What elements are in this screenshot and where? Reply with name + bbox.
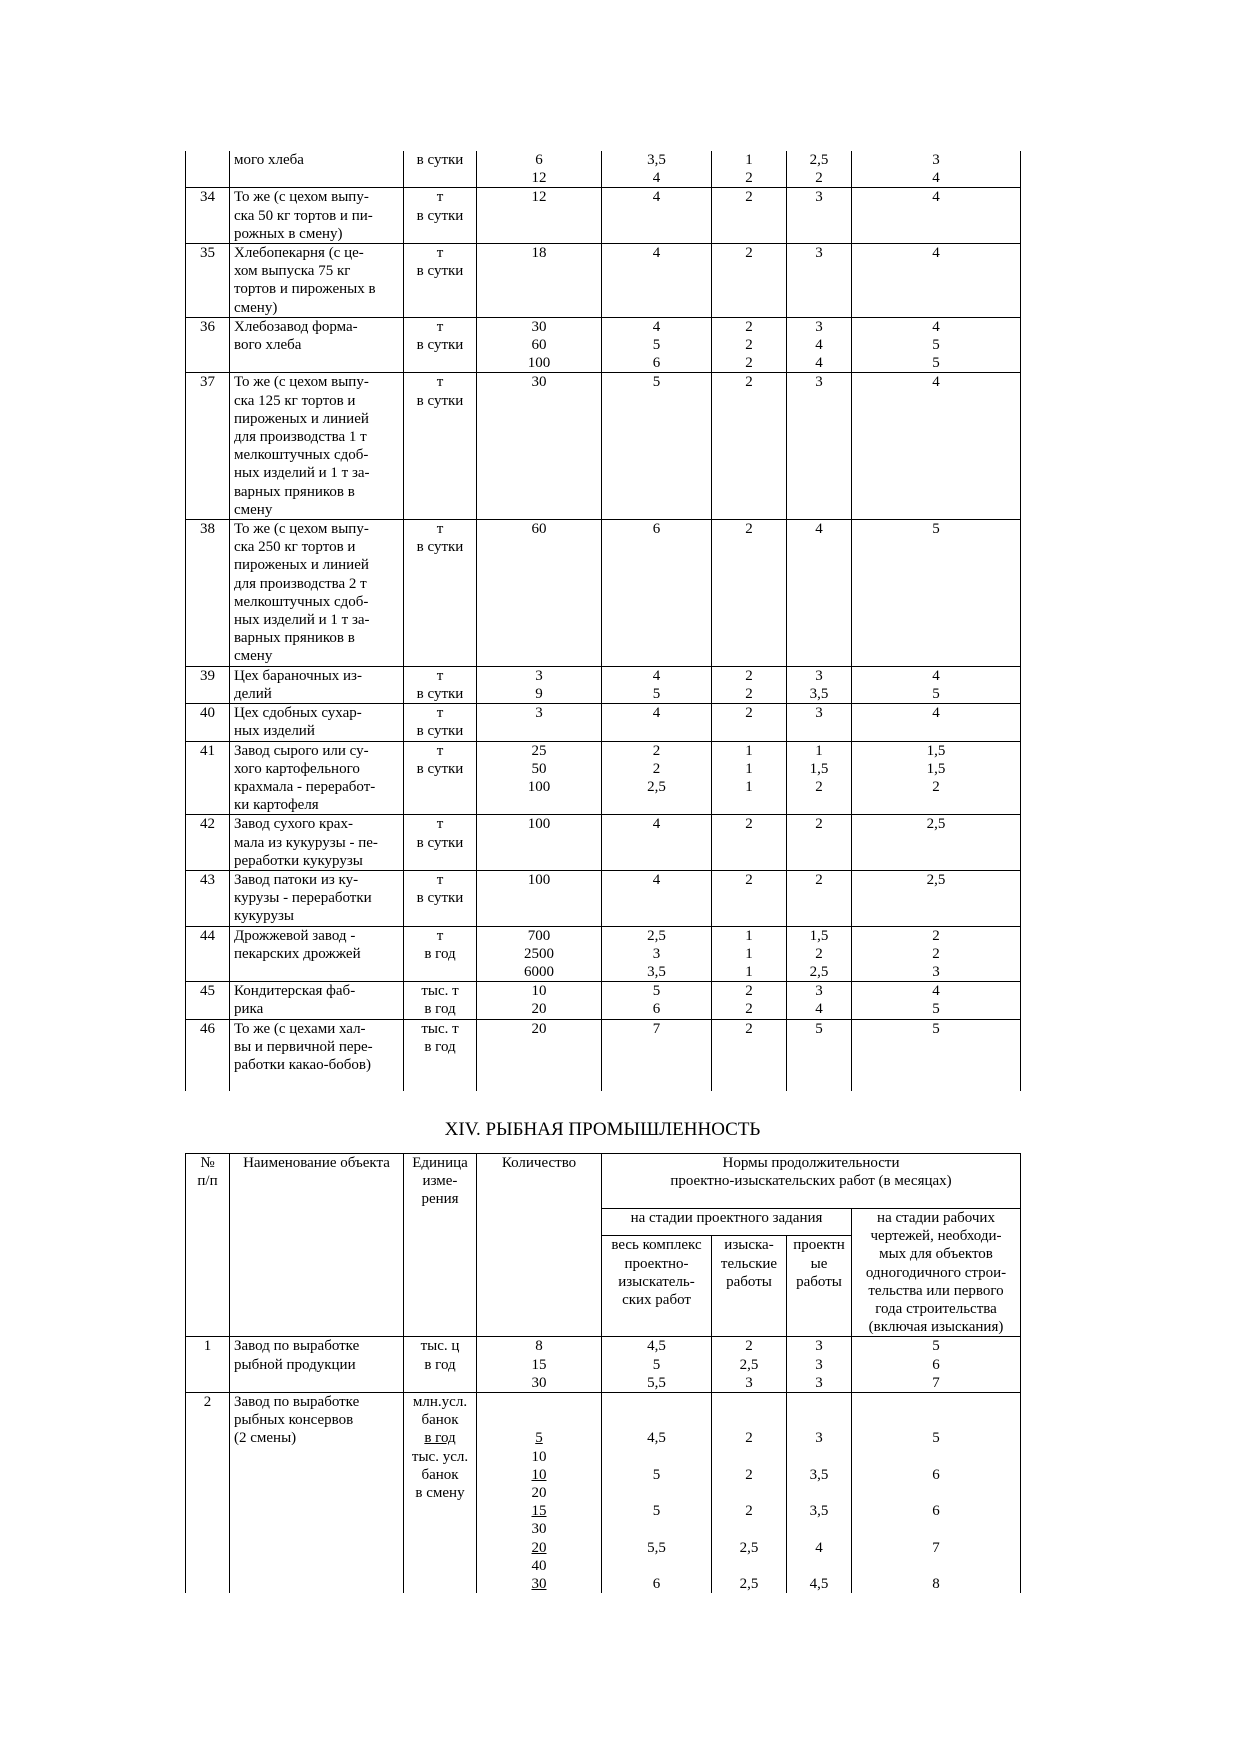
value: 5 [932,1430,940,1447]
row-num: 41 [186,741,230,815]
row-name: Цех бараночных из- делий [230,666,404,703]
row-full: 4 5 [602,666,712,703]
table-row [186,982,1021,1019]
row-num: 45 [186,982,230,1019]
row-name: То же (с цехом выпу- ска 250 кг тортов и пироженых и линией для производства 2 т мелкоштучных сдоб- ных изделий и 1 т за- варных пряников в смену [230,520,404,667]
row-design: 4 [787,520,852,667]
row-design: 3 4 4 [787,317,852,373]
row-name: То же (с цехом выпу- ска 125 кг тортов и пироженых и линией для производства 1 т мелкоштучных сдоб- ных изделий и 1 т за- варных пряников в смену [230,373,404,520]
row-full: 4 [602,815,712,871]
row-design: 1,5 2 2,5 [787,926,852,982]
table-row [186,373,1021,520]
unit-top: млн.усл. банок [412,1394,468,1429]
row-name: Кондитерская фаб- рика [230,982,404,1019]
row-name: Завод сухого крах- мала из кукурузы - пе- реработки кукурузы [230,815,404,871]
row-working: 5 [852,1019,1021,1091]
row-name: То же (с цехом выпу- ска 50 кг тортов и пи- рожных в смену) [230,188,404,244]
row-qty: 12 [477,188,602,244]
row-qty [477,1393,602,1594]
row-qty: 25 50 100 [477,741,602,815]
header-working-stage [852,1209,1021,1337]
row-working [852,1393,1021,1594]
row-unit: тыс. т в год [404,982,477,1019]
value: 3,5 [809,1503,829,1520]
row-survey [712,1393,787,1594]
row-design: 2 [787,870,852,926]
row-name: Дрожжевой завод - пекарских дрожжей [230,926,404,982]
unit-bottom: тыс. усл. банок в смену [411,1448,469,1502]
table-bakery-continued [185,151,1021,1091]
row-design: 2 [787,815,852,871]
row-survey: 2 [712,870,787,926]
row-survey: 2 [712,815,787,871]
row-qty: 10 20 [477,982,602,1019]
row-full: 3,5 4 [602,151,712,188]
value: 6 [932,1466,940,1483]
working-stage-detail: чертежей, необходи- мых для объектов одногодичного строи- тельства или первого года строительства (включая изыскания) [865,1228,1007,1336]
row-name: Хлебозавод форма- вого хлеба [230,317,404,373]
row-survey: 2 [712,1019,787,1091]
row-num: 43 [186,870,230,926]
row-name: Завод по выработке рыбных консервов (2 смены) [230,1393,404,1594]
row-name: Цех сдобных сухар- ных изделий [230,704,404,741]
row-full: 4 [602,704,712,741]
row-working: 4 [852,188,1021,244]
row-num: 1 [186,1337,230,1393]
row-working: 4 5 5 [852,317,1021,373]
qty-underlined: 20 [531,1539,547,1556]
row-working: 4 [852,244,1021,318]
row-survey: 2 2 2 [712,317,787,373]
row-survey: 1 1 1 [712,926,787,982]
row-qty: 700 2500 6000 [477,926,602,982]
row-num: 46 [186,1019,230,1091]
section-title: XIV. РЫБНАЯ ПРОМЫШЛЕННОСТЬ [444,1119,761,1140]
value: 2,5 [739,1539,759,1556]
row-survey: 2 [712,373,787,520]
qty-shift: 40 [531,1557,547,1574]
row-name: Завод сырого или су- хого картофельного крахмала - переработ- ки картофеля [230,741,404,815]
row-unit: т в сутки [404,870,477,926]
value: 6 [932,1503,940,1520]
row-num: 37 [186,373,230,520]
row-qty: 30 60 100 [477,317,602,373]
row-survey: 2 [712,704,787,741]
row-unit: т в сутки [404,666,477,703]
header-survey: изыска- тельские работы [712,1236,787,1337]
row-full: 2,5 3 3,5 [602,926,712,982]
row-qty: 20 [477,1019,602,1091]
row-unit: тыс. т в год [404,1019,477,1091]
qty-underlined: 30 [531,1576,547,1593]
value: 6 [652,1575,661,1592]
table-row [186,317,1021,373]
row-design: 3 4 [787,982,852,1019]
row-unit: т в сутки [404,815,477,871]
row-num: 42 [186,815,230,871]
value: 3 [815,1430,823,1447]
value: 3,5 [809,1466,829,1483]
row-unit: тыс. ц в год [404,1337,477,1393]
row-working: 2,5 [852,870,1021,926]
table-row [186,244,1021,318]
header-row [186,1154,1021,1209]
row-survey: 2 [712,244,787,318]
row-unit: т в сутки [404,373,477,520]
row-num: 44 [186,926,230,982]
row-design: 3 [787,244,852,318]
header-norms: Нормы продолжительности проектно-изыскательских работ (в месяцах) [602,1154,1021,1209]
row-unit: т в год [404,926,477,982]
row-working: 4 [852,704,1021,741]
value: 5 [652,1466,661,1483]
row-design: 2,5 2 [787,151,852,188]
table-row [186,188,1021,244]
row-full: 4,5 5 5,5 [602,1337,712,1393]
row-working: 5 6 7 [852,1337,1021,1393]
row-full: 4 [602,870,712,926]
value: 2 [745,1503,753,1520]
row-working: 2,5 [852,815,1021,871]
row-qty: 3 [477,704,602,741]
table-row [186,926,1021,982]
row-full: 4 5 6 [602,317,712,373]
row-survey: 2 [712,188,787,244]
header-name: Наименование объекта [230,1154,404,1337]
header-qty: Количество [477,1154,602,1337]
row-survey: 2 2,5 3 [712,1337,787,1393]
row-num: 38 [186,520,230,667]
row-full: 5 6 [602,982,712,1019]
row-qty: 60 [477,520,602,667]
table-fish-industry [185,1153,1021,1593]
header-unit: Единица изме- рения [404,1154,477,1337]
header-design: проектн ые работы [787,1236,852,1337]
qty-underlined: 10 [531,1466,547,1483]
row-full: 4 [602,244,712,318]
row-survey: 2 [712,520,787,667]
row-design: 3 [787,704,852,741]
row-design: 3 3 3 [787,1337,852,1393]
table-row [186,520,1021,667]
row-working: 3 4 [852,151,1021,188]
table-row [186,741,1021,815]
row-unit: т в сутки [404,704,477,741]
row-num: 34 [186,188,230,244]
table-row [186,870,1021,926]
row-num: 39 [186,666,230,703]
row-full [602,1393,712,1594]
row-qty: 8 15 30 [477,1337,602,1393]
value: 2,5 [739,1575,759,1592]
row-design: 5 [787,1019,852,1091]
header-num: № п/п [186,1154,230,1337]
qty-underlined: 15 [531,1503,547,1520]
row-unit: т в сутки [404,188,477,244]
row-num: 35 [186,244,230,318]
row-full: 5 [602,373,712,520]
table-row [186,1019,1021,1091]
row-name: Завод по выработке рыбной продукции [230,1337,404,1393]
row-full: 6 [602,520,712,667]
header-project-stage: на стадии проектного задания [602,1209,852,1236]
row-name: мого хлеба [230,151,404,188]
row-qty: 30 [477,373,602,520]
working-stage-label: на стадии рабочих [877,1210,995,1226]
row-working: 4 [852,373,1021,520]
value: 4 [815,1539,823,1556]
row-design: 3 3,5 [787,666,852,703]
row-survey: 1 2 [712,151,787,188]
row-num: 40 [186,704,230,741]
value: 7 [932,1539,940,1556]
row-design: 1 1,5 2 [787,741,852,815]
row-survey: 2 2 [712,666,787,703]
row-qty: 6 12 [477,151,602,188]
row-working: 2 2 3 [852,926,1021,982]
row-working: 1,5 1,5 2 [852,741,1021,815]
table-row [186,815,1021,871]
row-working: 5 [852,520,1021,667]
row-full: 7 [602,1019,712,1091]
table-row [186,666,1021,703]
row-full: 2 2 2,5 [602,741,712,815]
row-num [186,151,230,188]
row-num: 36 [186,317,230,373]
row-design [787,1393,852,1594]
value: 4,5 [647,1430,666,1447]
value: 5,5 [647,1539,666,1556]
table-row [186,151,1021,188]
value: 2 [745,1430,753,1447]
row-name: Хлебопекарня (с це- хом выпуска 75 кг тортов и пироженых в смену) [230,244,404,318]
row-unit: в сутки [404,151,477,188]
row-qty: 3 9 [477,666,602,703]
row-working: 4 5 [852,982,1021,1019]
row-unit: т в сутки [404,520,477,667]
row-working: 4 5 [852,666,1021,703]
row-qty: 18 [477,244,602,318]
value: 2 [745,1466,753,1483]
qty-shift: 10 [531,1448,547,1465]
row-unit [404,1393,477,1594]
row-unit: т в сутки [404,317,477,373]
row-full: 4 [602,188,712,244]
row-design: 3 [787,188,852,244]
row-survey: 1 1 1 [712,741,787,815]
row-qty: 100 [477,870,602,926]
row-name: То же (с цехами хал- вы и первичной пере- работки какао-бобов) [230,1019,404,1091]
row-survey: 2 2 [712,982,787,1019]
table-row [186,1393,1021,1594]
value: 5 [652,1503,661,1520]
value: 4,5 [809,1575,829,1592]
unit-underlined: в год [424,1430,456,1447]
row-num: 2 [186,1393,230,1594]
qty-shift: 20 [531,1485,547,1502]
row-unit: т в сутки [404,244,477,318]
qty-shift: 30 [531,1521,547,1538]
table-row [186,704,1021,741]
row-qty: 100 [477,815,602,871]
row-design: 3 [787,373,852,520]
row-unit: т в сутки [404,741,477,815]
qty-underlined: 5 [535,1430,543,1447]
header-full: весь комплекс проектно- изыскатель- ских работ [602,1236,712,1337]
row-name: Завод патоки из ку- курузы - переработки кукурузы [230,870,404,926]
table-row [186,1337,1021,1393]
value: 8 [932,1575,940,1592]
